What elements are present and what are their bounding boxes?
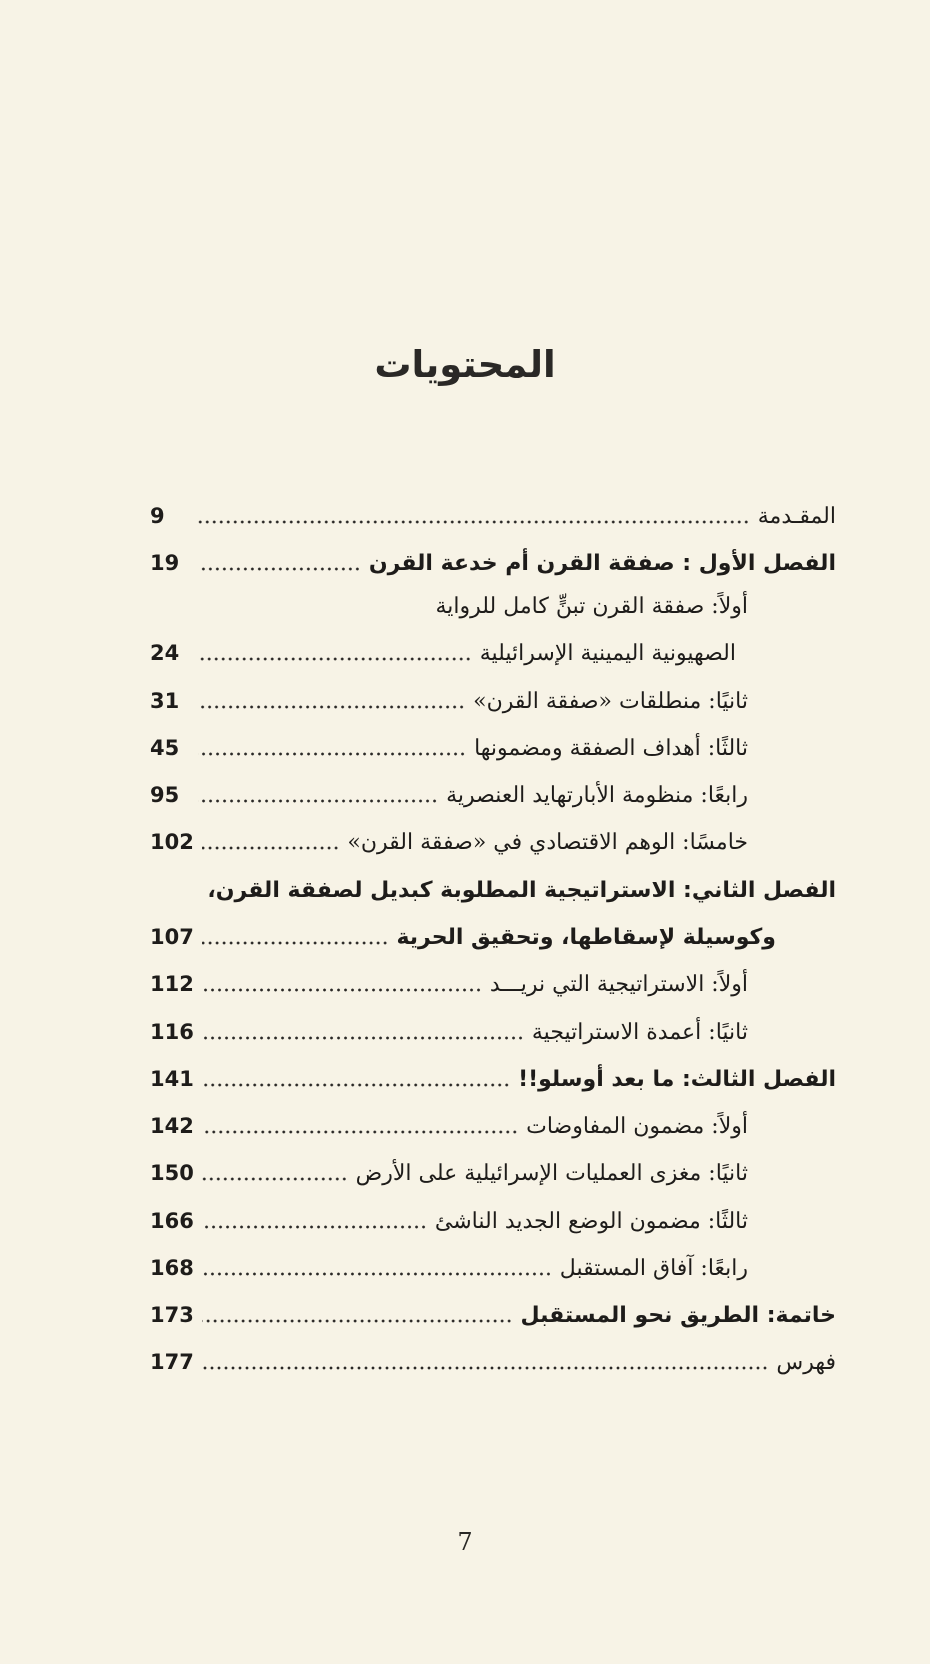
- toc-entry: [150, 631, 836, 675]
- dot-leader: [202, 1083, 510, 1087]
- toc-page-number: 102: [150, 830, 194, 854]
- toc-page-number: 150: [150, 1161, 194, 1185]
- toc-page-number: 112: [150, 972, 194, 996]
- dot-leader: [202, 1177, 348, 1181]
- toc-entry-title: خامسًا: الوهم الاقتصادي في «صفقة القرن»: [347, 829, 748, 855]
- toc-entry: [150, 1293, 836, 1337]
- toc-entry: [150, 1010, 836, 1054]
- toc-page-number: 31: [150, 689, 180, 713]
- toc-page-number: 173: [150, 1303, 194, 1327]
- toc-entry-title: ثالثًا: مضمون الوضع الجديد الناشئ: [434, 1208, 748, 1234]
- toc-entry: [150, 962, 836, 1006]
- toc-page-number: 142: [150, 1114, 194, 1138]
- toc-entry-title: أولاً: مضمون المفاوضات: [526, 1113, 748, 1139]
- toc-entry: [150, 868, 836, 912]
- dot-leader: [202, 1130, 518, 1134]
- toc-entry-title: الفصل الأول : صفقة القرن أم خدعة القرن: [368, 550, 836, 576]
- toc-entry: [150, 679, 836, 723]
- toc-page-number: 19: [150, 551, 180, 575]
- toc-entry-title: ثالثًا: أهداف الصفقة ومضمونها: [474, 735, 748, 761]
- toc-entry-title: فهرس: [776, 1349, 836, 1375]
- toc-entry: [150, 1340, 836, 1384]
- toc-entry-title: رابعًا: منظومة الأبارتهايد العنصرية: [446, 782, 748, 808]
- dot-leader: [198, 752, 466, 756]
- dot-leader: [202, 941, 389, 945]
- toc-entry-title: الفصل الثالث: ما بعد أوسلو!!: [518, 1066, 836, 1092]
- toc-entry-title: الصهيونية اليمينية الإسرائيلية: [479, 640, 736, 666]
- toc-page-number: 45: [150, 736, 180, 760]
- toc-entry: [150, 773, 836, 817]
- toc-page-number: 141: [150, 1067, 194, 1091]
- toc-entry: [150, 1246, 836, 1290]
- dot-leader: [198, 520, 750, 524]
- dot-leader: [202, 1319, 513, 1323]
- toc-entry: [150, 915, 836, 959]
- toc-entry-title: وكوسيلة لإسقاطها، وتحقيق الحرية: [396, 924, 776, 950]
- toc-entry: [150, 541, 836, 585]
- toc-entry-title: ثانيًا: مغزى العمليات الإسرائيلية على الأرض: [355, 1160, 748, 1186]
- toc-entry-title: ثانيًا: أعمدة الاستراتيجية: [531, 1019, 748, 1045]
- toc-page-number: 177: [150, 1350, 194, 1374]
- toc-entry: [150, 1104, 836, 1148]
- toc-entry: [150, 1199, 836, 1243]
- toc-page-number: 107: [150, 925, 194, 949]
- dot-leader: [202, 1272, 552, 1276]
- toc-page-number: 168: [150, 1256, 194, 1280]
- dot-leader: [198, 657, 472, 661]
- dot-leader: [202, 846, 340, 850]
- toc-entry: [150, 584, 836, 628]
- toc-entry-title: رابعًا: آفاق المستقبل: [559, 1255, 748, 1281]
- toc-entry-title: الفصل الثاني: الاستراتيجية المطلوبة كبديل لصفقة القرن،: [207, 877, 836, 903]
- dot-leader: [198, 705, 465, 709]
- toc-entry: [150, 820, 836, 864]
- dot-leader: [202, 1366, 769, 1370]
- toc-entry: [150, 1057, 836, 1101]
- dot-leader: [202, 1036, 524, 1040]
- page-title: المحتويات: [374, 342, 556, 386]
- page-number: 7: [457, 1528, 473, 1556]
- dot-leader: [202, 988, 482, 992]
- toc-entry-title: أولاً: الاستراتيجية التي نريـــد: [489, 971, 748, 997]
- dot-leader: [202, 1225, 427, 1229]
- toc-entry: [150, 494, 836, 538]
- toc-page-number: 95: [150, 783, 180, 807]
- toc-page-number: 9: [150, 504, 165, 528]
- toc-entry-title: أولاً: صفقة القرن تبنٍّ كامل للرواية: [435, 593, 748, 619]
- dot-leader: [198, 799, 438, 803]
- toc-entry-title: ثانيًا: منطلقات «صفقة القرن»: [473, 688, 748, 714]
- toc-entry: [150, 726, 836, 770]
- toc-entry-title: المقـدمة: [757, 503, 836, 529]
- toc-page-number: 166: [150, 1209, 194, 1233]
- toc-entry-title: خاتمة: الطريق نحو المستقبل: [520, 1302, 836, 1328]
- dot-leader: [198, 567, 361, 571]
- toc-entry: [150, 1151, 836, 1195]
- toc-page-number: 24: [150, 641, 180, 665]
- toc-page-number: 116: [150, 1020, 194, 1044]
